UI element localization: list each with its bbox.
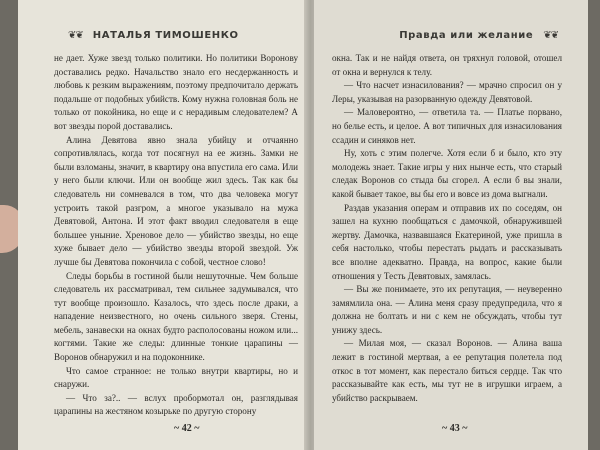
left-body-text <box>54 52 298 419</box>
right-paragraph-5: Раздав указания операм и отправив их по соседям, он зашел на кухню пообщаться с дамочкой, обнаружившей жертву. Дамочка, назвавшаяся Екатериной, уже пришла в себя настолько, чтобы перестать рыдать и рассказывать все вполне адекватно. Правда, на вопрос, какие были отношения у Тесть Девятовых, замялась. <box>332 202 562 281</box>
left-paragraph-3: Следы борьбы в гостиной были нешуточные. Чем больше следователь их рассматривал, тем сильнее задумывался, что тут вообще произошло. Казалось, что здесь после драки, а нападение неизвестного, но очень сильного зверя. Стены, мебель, занавески на окнах будто располосованы ножом или... когтями. Такие же следы: длинные тонкие царапины — Воронов обнаружил и на подоконнике. <box>54 270 298 363</box>
book-spread <box>18 0 588 450</box>
right-paragraph-3: — Маловероятно, — ответила та. — Платье порвано, но белье есть, и целое. А вот типичных для изнасилования ссадин и синяков нет. <box>332 107 562 145</box>
right-ornament-icon: ❦❦ <box>543 29 558 41</box>
left-running-header <box>54 28 298 42</box>
right-paragraph-2: — Что насчет изнасилования? — мрачно спросил он у Леры, указывая на разорванную одежду Девятовой. <box>332 80 562 104</box>
left-paragraph-4: Что самое странное: не только внутри квартиры, но и снаружи. <box>54 365 298 390</box>
right-page-number: ~ 43 ~ <box>442 423 468 434</box>
right-paragraph-6: — Вы же понимаете, это их репутация, — неуверенно замямлила она. — Алина меня сразу предупредила, что я должна не болтать и ни с кем не обсуждать, чтобы тут унижу здесь. <box>332 284 562 335</box>
right-page <box>314 0 588 450</box>
right-paragraph-4: Ну, хоть с этим полегче. Хотя если б и было, кто эту молодежь знает. Такие игры у них нынче есть, что старый следак Воронов со стыда бы сгорел. А если б вы знали, какой бывает такое, вы бы его и вовсе из дома выгнали. <box>332 148 562 199</box>
right-paragraph-7: — Милая моя, — сказал Воронов. — Алина ваша лежит в гостиной мертвая, а ее репутация полетела под откос в тот момент, как перестало биться сердце. Так что рассказывайте как есть, мы тут не в игрушки играем, а убийство раскрываем. <box>332 338 562 403</box>
right-running-header <box>332 28 562 42</box>
right-body-text <box>332 52 562 405</box>
left-paragraph-2: Алина Девятова явно знала убийцу и отчаянно сопротивлялась, когда тот посягнул на ее жизнь. Замки не были взломаны, значит, в квартиру она впустила его сама. Или у него были ключи. Или он вообще жил здесь. Так как бы следователь ни сомневался в том, что два человека могут устроить такой разгром, а многое указывало на мужа Девятовой, Антона. И этот факт вводил следователя в еще большее уныние. Хреновое дело — убийство звезды, но еще хуже бывает дело — убийство звезды второй звездой. Уж лучше бы Девятова покончила с собой, честное слово! <box>54 134 298 267</box>
left-author-name: НАТАЛЬЯ ТИМОШЕНКО <box>92 29 239 41</box>
left-ornament-icon: ❦❦ <box>68 29 83 41</box>
left-page-number: ~ 42 ~ <box>174 423 200 434</box>
right-book-title: Правда или желание <box>399 29 534 41</box>
left-page <box>18 0 308 450</box>
left-paragraph-1: не дает. Хуже звезд только политики. Но политики Воронову доставались редко. Начальство знало его несдержанность и любовь к резким выражениям, поэтому предпочитало держать подальше от подобных убийств. Кому нужна головная боль не только от покойника, но еще и с нерадивым следователем? А вот звезды порой доставались. <box>54 53 298 131</box>
left-paragraph-5: — Что за?.. — вслух пробормотал он, разглядывая царапины на жестяном козырьке по другую сторону <box>54 392 298 417</box>
right-paragraph-1: окна. Так и не найдя ответа, он тряхнул головой, отошел от окна и вернулся к телу. <box>332 53 562 77</box>
